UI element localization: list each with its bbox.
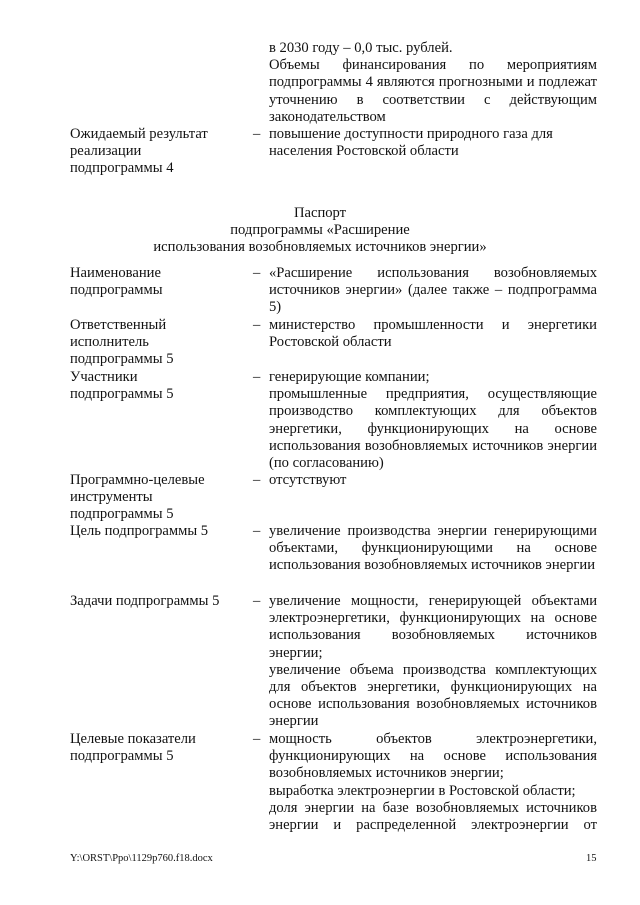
row-value-text: генерирующие компании; [269,369,430,385]
row-value [269,317,597,351]
row-label: Целевые показатели подпрограммы 5 [70,731,196,765]
result-dash: – [253,126,261,142]
row-value-text: «Расширение использования возобновляемых источников энергии» (далее также – подпрограмма 5) [269,265,597,316]
footer-file-path: Y:\ORST\Ppo\1129p760.f18.docx [70,853,213,864]
row-value-text: увеличение объема производства комплектующих для объектов энергетики, функционирующих на основе использования возобновляемых источников энергии [269,661,597,730]
row-label: Наименование подпрограммы [70,265,163,299]
row-value [269,265,597,317]
row-value [269,369,597,472]
row-value-text: промышленные предприятия, осуществляющие производство комплектующих для объектов энергетики, функционирующих на основе использования возобновляемых источников энергии (по согласованию) [269,386,597,472]
result-value: повышение доступности природного газа для населения Ростовской области [269,126,553,160]
row-dash: – [253,265,261,281]
row-dash: – [253,472,261,488]
row-label: Программно-целевые инструменты подпрограммы 5 [70,472,205,523]
row-label: Ответственный исполнитель подпрограммы 5 [70,317,174,368]
top-line-1: в 2030 году – 0,0 тыс. рублей. [269,40,453,56]
row-value [269,472,597,489]
row-value [269,731,597,834]
row-value-text: отсутствуют [269,472,347,488]
row-value-text: доля энергии на базе возобновляемых источников энергии и распределенной электроэнергии от [269,799,597,834]
row-label: Задачи подпрограммы 5 [70,593,220,609]
row-dash: – [253,731,261,747]
passport-title: Паспорт [293,205,347,221]
row-dash: – [253,317,261,333]
passport-subtitle-2: использования возобновляемых источников энергии» [153,239,487,255]
footer-page-number: 15 [586,853,597,864]
row-value-text: увеличение мощности, генерирующей объектами электроэнергетики, функционирующих на основе использования возобновляемых источников энергии; [269,593,597,661]
row-value-text: выработка электроэнергии в Ростовской области; [269,782,576,799]
top-block [269,40,597,126]
passport-subtitle-1: подпрограммы «Расширение [230,222,410,238]
row-value [269,523,597,575]
row-dash: – [253,369,261,385]
row-value [269,593,597,731]
result-label: Ожидаемый результат реализации подпрограммы 4 [70,126,208,177]
row-value-text: мощность объектов электроэнергетики, функционирующих на основе использования возобновляемых источников энергии; [269,731,597,782]
row-dash: – [253,593,261,609]
row-label: Цель подпрограммы 5 [70,523,209,539]
row-label: Участники подпрограммы 5 [70,369,174,403]
row-dash: – [253,523,261,539]
row-value-text: увеличение производства энергии генерирующими объектами, функционирующими на основе использования возобновляемых источников энергии [269,523,597,574]
top-paragraph: Объемы финансирования по мероприятиям подпрограммы 4 являются прогнозными и подлежат уточнению в соответствии с действующим законодательством [269,57,597,125]
row-value-text: министерство промышленности и энергетики Ростовской области [269,317,597,351]
